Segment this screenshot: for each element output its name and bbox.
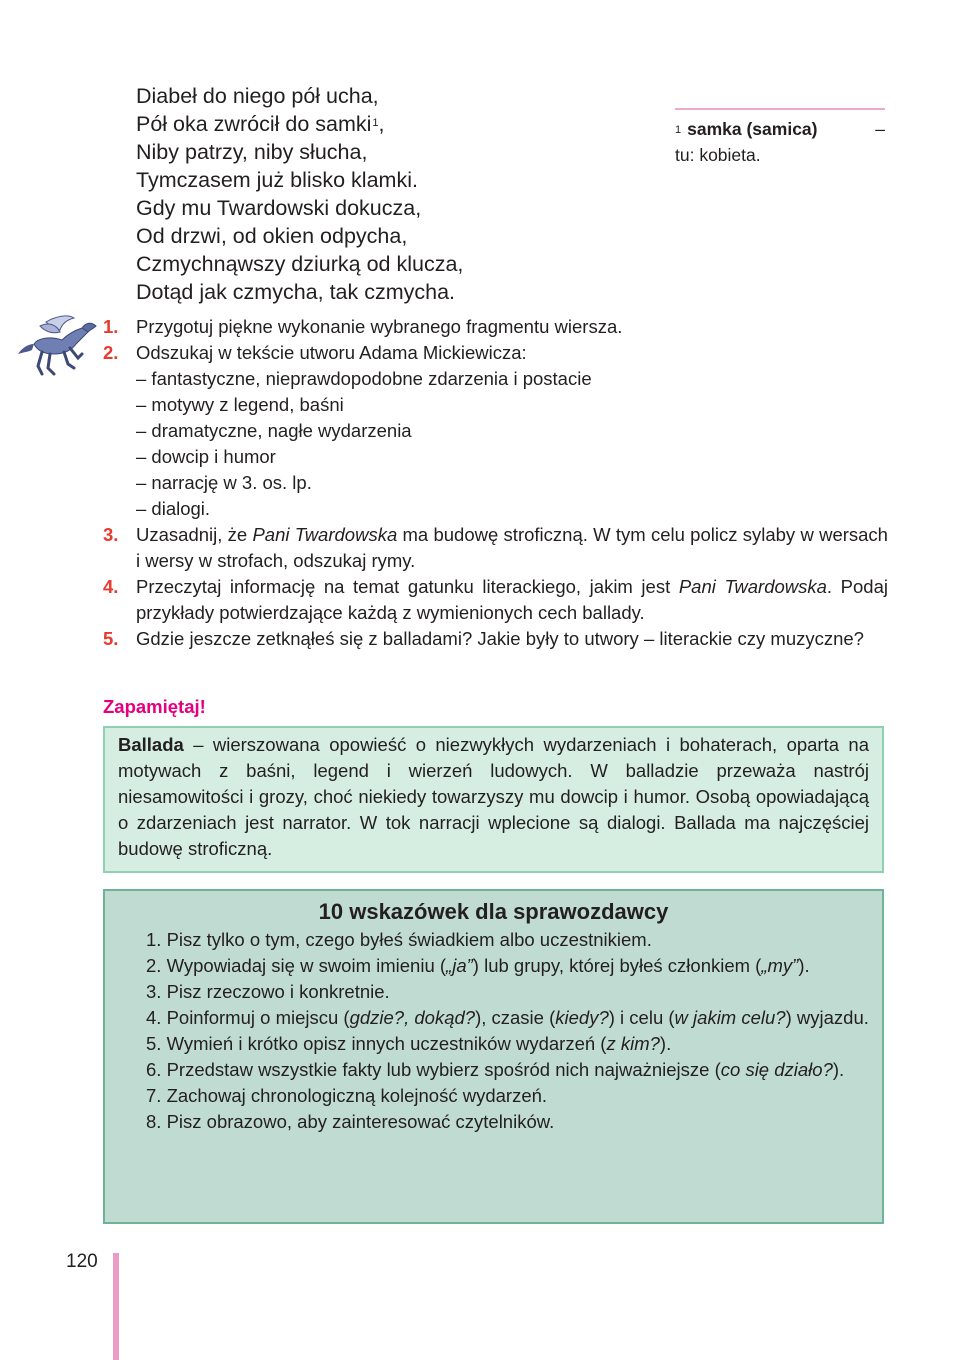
definition-term: Ballada	[118, 734, 184, 755]
exercise-number: 2.	[103, 342, 119, 363]
exercise-subitem: – dramatyczne, nagłe wydarzenia	[136, 420, 412, 441]
tip-item	[111, 1005, 876, 1031]
exercise-item	[103, 340, 888, 522]
poem-line: Dotąd jak czmycha, tak czmycha.	[136, 280, 456, 304]
tip-text: ) i celu (	[608, 1007, 675, 1028]
exercise-text	[136, 522, 888, 574]
work-title: Pani Twardowska	[252, 524, 398, 545]
exercise-text	[136, 574, 888, 626]
exercise-item	[103, 522, 888, 574]
footnote-definition: tu: kobieta.	[675, 145, 761, 165]
footnote-number: 1	[675, 124, 682, 136]
tip-emphasis: co się działo?	[720, 1059, 833, 1080]
tip-item	[111, 1057, 876, 1083]
tip-text: ), czasie (	[475, 1007, 556, 1028]
poem-line: Gdy mu Twardowski dokucza,	[136, 196, 422, 220]
exercise-subitem: – motywy z legend, baśni	[136, 394, 344, 415]
tip-emphasis: „ja”	[446, 955, 473, 976]
tip-text: 5. Wymień i krótko opisz innych uczestników wydarzeń (	[146, 1033, 607, 1054]
poem-line-with-footnote	[136, 110, 656, 138]
tip-item	[111, 1031, 876, 1057]
page-number: 120	[66, 1251, 98, 1272]
footnote	[675, 108, 885, 168]
tip-item: 8. Pisz obrazowo, aby zainteresować czytelników.	[146, 1111, 555, 1132]
exercise-text-part: ma budowę stroficzną. W tym celu policz sylaby w wersach i wersy w strofach, odszukaj rymy.	[136, 524, 888, 571]
tip-text: 2. Wypowiadaj się w swoim imieniu (	[146, 955, 447, 976]
poem-line: Od drzwi, od okien odpycha,	[136, 224, 408, 248]
tip-text: 4. Poinformuj o miejscu (	[146, 1007, 350, 1028]
exercise-number: 3.	[103, 524, 119, 545]
tip-text: ).	[659, 1033, 672, 1054]
poem-line: Pół oka zwrócił do samki	[136, 112, 372, 136]
exercise-text: Gdzie jeszcze zetknąłeś się z balladami? Jakie były to utwory – literackie czy muzyczne?	[136, 628, 864, 649]
poem-line: Niby patrzy, niby słucha,	[136, 140, 368, 164]
tip-text: ).	[832, 1059, 845, 1080]
exercise-item	[103, 574, 888, 626]
exercise-text: Przygotuj piękne wykonanie wybranego fragmentu wiersza.	[136, 316, 623, 337]
footnote-term-wrap	[675, 116, 818, 142]
tip-item: 7. Zachowaj chronologiczną kolejność wydarzeń.	[146, 1085, 548, 1106]
poem-line: Diabeł do niego pół ucha,	[136, 84, 379, 108]
exercise-text	[136, 340, 888, 522]
tip-text: ) wyjazdu.	[785, 1007, 869, 1028]
exercise-text-line: Odszukaj w tekście utworu Adama Mickiewicza:	[136, 342, 527, 363]
work-title: Pani Twardowska	[678, 576, 827, 597]
tip-emphasis: z kim?	[606, 1033, 660, 1054]
tip-emphasis: w jakim celu?	[674, 1007, 786, 1028]
poem-line-punctuation: ,	[378, 112, 385, 136]
exercise-text-part: Uzasadnij, że	[136, 524, 253, 545]
tip-item	[111, 953, 876, 979]
tip-text: ) lub grupy, której byłeś członkiem (	[472, 955, 762, 976]
remember-heading: Zapamiętaj!	[103, 696, 206, 717]
tips-title: 10 wskazówek dla sprawozdawcy	[318, 899, 669, 924]
pegasus-icon	[16, 314, 104, 380]
exercise-text-part: Przeczytaj informację na temat gatunku literackiego, jakim jest	[136, 576, 679, 597]
exercise-item	[103, 626, 888, 652]
exercise-subitem: – narrację w 3. os. lp.	[136, 472, 312, 493]
poem-line: Tymczasem już blisko klamki.	[136, 168, 418, 192]
footnote-reference[interactable]: 1	[372, 117, 379, 129]
tips-box	[103, 889, 884, 1224]
exercise-text-part: . Podaj przykłady potwierdzające każdą z wymienionych cech ballady.	[136, 576, 888, 623]
exercise-subitem: – dowcip i humor	[136, 446, 276, 467]
exercise-number: 4.	[103, 576, 119, 597]
poem-fragment	[136, 82, 656, 306]
tip-text: 6. Przedstaw wszystkie fakty lub wybierz spośród nich najważniejsze (	[146, 1059, 721, 1080]
tip-item: 3. Pisz rzeczowo i konkretnie.	[146, 981, 390, 1002]
poem-line: Czmychnąwszy dziurką od klucza,	[136, 252, 464, 276]
footnote-term-row	[675, 116, 885, 142]
tip-emphasis: „my”	[761, 955, 799, 976]
exercise-subitem: – dialogi.	[136, 498, 211, 519]
tip-text: ).	[798, 955, 810, 976]
footnote-term: samka (samica)	[687, 119, 818, 139]
page-margin-bar	[113, 1253, 119, 1360]
exercise-subitem: – fantastyczne, nieprawdopodobne zdarzenia i postacie	[136, 368, 592, 389]
exercise-number: 1.	[103, 316, 119, 337]
definition-text: – wierszowana opowieść o niezwykłych wydarzeniach i bohaterach, oparta na motywach z baśni, legend i wierzeń ludowych. W balladzie przeważa nastrój niesamowitości i grozy, choć niekiedy towarzyszy mu dowcip i humor. Osobą opowiadającą o zdarzeniach jest narrator. W tok narracji wplecione są dialogi. Ballada ma najczęściej budowę stroficzną.	[118, 734, 869, 859]
exercise-item	[103, 314, 888, 340]
exercise-list	[103, 314, 888, 652]
definition-box	[103, 726, 884, 873]
tip-emphasis: gdzie?, dokąd?	[349, 1007, 476, 1028]
tip-item: 1. Pisz tylko o tym, czego byłeś świadkiem albo uczestnikiem.	[146, 929, 652, 950]
exercise-number: 5.	[103, 628, 119, 649]
footnote-dash: –	[875, 119, 885, 139]
tip-emphasis: kiedy?	[555, 1007, 609, 1028]
